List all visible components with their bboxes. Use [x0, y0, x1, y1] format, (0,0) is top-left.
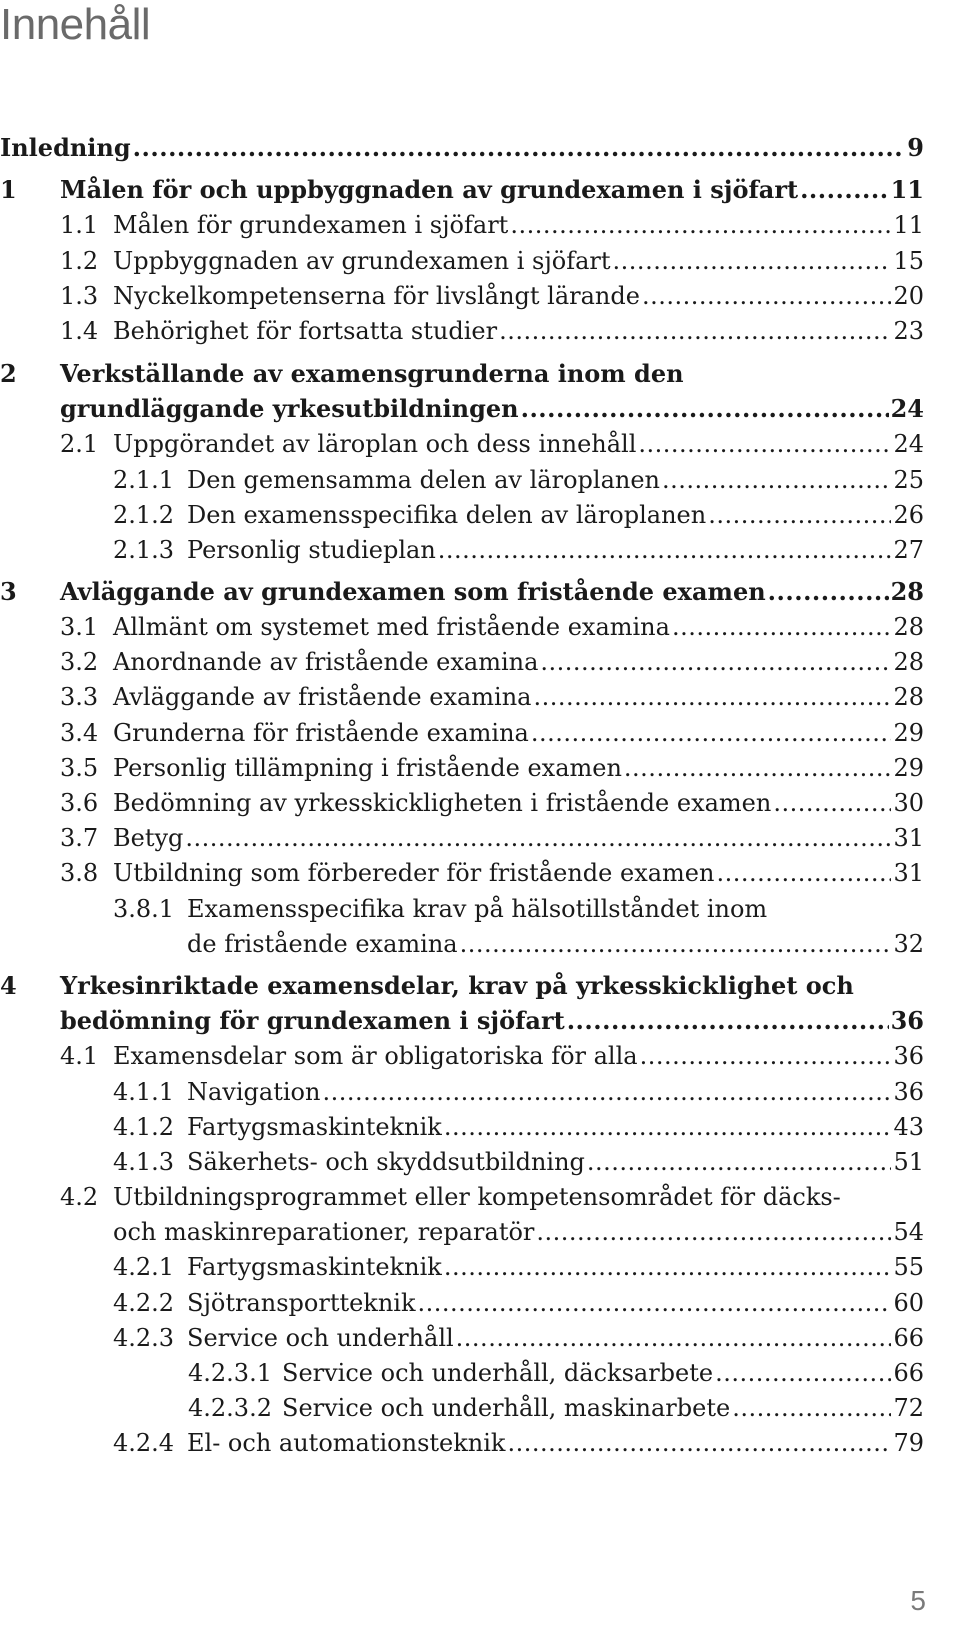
toc-entry-title: Fartygsmaskinteknik	[187, 1113, 442, 1141]
toc-entry-number: 4.2.4	[113, 1429, 175, 1457]
toc-entry-title: grundläggande yrkesutbildningen	[60, 394, 519, 423]
toc-entry-page: 25	[893, 466, 924, 494]
toc-entry-number: 2.1.1	[113, 466, 175, 494]
dot-leader	[613, 244, 892, 278]
toc-entry-page: 9	[907, 133, 924, 162]
toc-entry-title: Sjötransportteknik	[187, 1289, 416, 1317]
dot-leader	[322, 1075, 891, 1109]
toc-entry-title: Säkerhets- och skyddsutbildning	[187, 1148, 585, 1176]
toc-entry	[0, 498, 924, 532]
dot-leader	[499, 314, 891, 348]
toc-entry-number: 4.1.1	[113, 1078, 175, 1106]
toc-entry	[0, 680, 924, 714]
dot-leader	[185, 821, 891, 855]
toc-entry-page: 36	[893, 1078, 924, 1106]
toc-entry-page: 28	[893, 613, 924, 641]
toc-entry-title: Utbildning som förbereder för fristående examen	[113, 859, 715, 887]
dot-leader	[507, 1426, 891, 1460]
toc-entry-page: 28	[893, 683, 924, 711]
dot-leader	[444, 1250, 892, 1284]
toc-entry-number: 3	[0, 577, 17, 606]
toc-entry-title: Service och underhåll, däcksarbete	[282, 1359, 714, 1387]
toc-entry-number: 1.1	[60, 211, 99, 239]
toc-entry-title: och maskinreparationer, reparatör	[113, 1218, 535, 1246]
toc-entry	[0, 1215, 924, 1249]
toc-entry-number: 2.1.2	[113, 501, 175, 529]
dot-leader	[567, 1004, 889, 1038]
toc-entry	[0, 314, 924, 348]
dot-leader	[534, 680, 892, 714]
toc-entry	[0, 1286, 924, 1320]
toc-entry-title: Uppbyggnaden av grundexamen i sjöfart	[113, 247, 611, 275]
toc-entry-title: Personlig studieplan	[187, 536, 436, 564]
toc-entry-title: Service och underhåll, maskinarbete	[282, 1394, 731, 1422]
toc-entry-number: 3.4	[60, 719, 99, 747]
toc-entry	[0, 427, 924, 461]
toc-entry-title: Den gemensamma delen av läroplanen	[187, 466, 660, 494]
toc-entry-title: Uppgörandet av läroplan och dess innehåll	[113, 430, 637, 458]
toc-entry	[0, 357, 924, 391]
toc-entry-page: 55	[893, 1253, 924, 1281]
toc-entry-page: 11	[890, 175, 924, 204]
toc-entry-page: 28	[890, 577, 924, 606]
toc-entry-number: 2.1.3	[113, 536, 175, 564]
toc-entry-title: Avläggande av fristående examina	[113, 683, 532, 711]
toc-entry-number: 1	[0, 175, 17, 204]
page-number: 5	[910, 1585, 926, 1616]
toc-entry	[0, 751, 924, 785]
toc-entry-number: 3.8	[60, 859, 99, 887]
dot-leader	[800, 173, 889, 207]
toc-entry	[0, 1110, 924, 1144]
toc-entry-title: Behörighet för fortsatta studier	[113, 317, 498, 345]
toc-entry-number: 3.3	[60, 683, 99, 711]
toc-entry-number: 3.8.1	[113, 895, 175, 923]
dot-leader	[438, 533, 892, 567]
toc-entry-page: 24	[893, 430, 924, 458]
toc-entry	[0, 856, 924, 890]
toc-entry-title: bedömning för grundexamen i sjöfart	[60, 1006, 565, 1035]
toc-entry-number: 4.2.2	[113, 1289, 175, 1317]
toc-entry-page: 31	[893, 859, 924, 887]
toc-entry	[0, 1145, 924, 1179]
toc-entry	[0, 208, 924, 242]
dot-leader	[708, 498, 891, 532]
toc-entry-page: 30	[893, 789, 924, 817]
toc-entry-number: 4.1.3	[113, 1148, 175, 1176]
toc-entry-page: 27	[893, 536, 924, 564]
toc-entry	[0, 244, 924, 278]
toc-entry-number: 2.1	[60, 430, 99, 458]
toc-entry-page: 23	[893, 317, 924, 345]
toc-entry-number: 4	[0, 971, 17, 1000]
dot-leader	[768, 575, 889, 609]
toc-entry	[0, 1180, 924, 1214]
dot-leader	[640, 1039, 892, 1073]
toc-entry-number: 3.7	[60, 824, 99, 852]
toc-entry-number: 3.2	[60, 648, 99, 676]
toc-entry-page: 79	[893, 1429, 924, 1457]
toc-entry-number: 4.2	[60, 1183, 99, 1211]
toc-entry-title: Målen för grundexamen i sjöfart	[113, 211, 509, 239]
toc-entry-page: 72	[893, 1394, 924, 1422]
toc-entry-number: 1.3	[60, 282, 99, 310]
toc-entry-page: 32	[893, 930, 924, 958]
toc-entry-number: 4.1.2	[113, 1113, 175, 1141]
toc-entry-title: Avläggande av grundexamen som fristående examen	[60, 577, 766, 606]
toc-entry-title: Betyg	[113, 824, 184, 852]
toc-entry	[0, 927, 924, 961]
toc-entry	[0, 645, 924, 679]
dot-leader	[642, 279, 891, 313]
dot-leader	[510, 208, 891, 242]
toc-entry-page: 15	[893, 247, 924, 275]
toc-entry	[0, 1426, 924, 1460]
dot-leader	[716, 856, 891, 890]
dot-leader	[444, 1110, 892, 1144]
toc-entry	[0, 1321, 924, 1355]
toc-entry-number: 1.2	[60, 247, 99, 275]
toc-entry-page: 66	[893, 1324, 924, 1352]
dot-leader	[773, 786, 891, 820]
toc-entry-number: 2	[0, 359, 17, 388]
toc-entry-page: 43	[893, 1113, 924, 1141]
toc-entry	[0, 392, 924, 426]
toc-entry-page: 66	[893, 1359, 924, 1387]
toc-entry-page: 29	[893, 754, 924, 782]
toc-entry	[0, 1356, 924, 1390]
toc-entry-title: Navigation	[187, 1078, 321, 1106]
toc-entry-page: 28	[893, 648, 924, 676]
toc-entry-title: Nyckelkompetenserna för livslångt lärande	[113, 282, 640, 310]
dot-leader	[587, 1145, 892, 1179]
toc-entry-number: 4.1	[60, 1042, 99, 1070]
toc-entry	[0, 1250, 924, 1284]
dot-leader	[456, 1321, 892, 1355]
toc-entry	[0, 1004, 924, 1038]
toc-entry-title: Den examensspecifika delen av läroplanen	[187, 501, 707, 529]
toc-entry-title: Utbildningsprogrammet eller kompetensområdet för däcks-	[113, 1183, 841, 1211]
toc-entry	[0, 1075, 924, 1109]
toc-entry	[0, 821, 924, 855]
toc-entry-page: 60	[893, 1289, 924, 1317]
toc-entry	[0, 892, 924, 926]
toc-entry	[0, 279, 924, 313]
toc-entry-page: 51	[893, 1148, 924, 1176]
toc-entry-number: 3.1	[60, 613, 99, 641]
toc-entry-number: 4.2.3	[113, 1324, 175, 1352]
toc-entry-page: 29	[893, 719, 924, 747]
toc-entry-title: Service och underhåll	[187, 1324, 454, 1352]
toc-entry	[0, 969, 924, 1003]
toc-entry-page: 54	[893, 1218, 924, 1246]
toc-entry-number: 3.6	[60, 789, 99, 817]
toc-entry-title: Målen för och uppbyggnaden av grundexamen i sjöfart	[60, 175, 799, 204]
toc-entry-title: Examensdelar som är obligatoriska för alla	[113, 1042, 638, 1070]
toc-entry	[0, 1039, 924, 1073]
toc-entry	[0, 533, 924, 567]
dot-leader	[133, 131, 906, 165]
toc-entry-title: Bedömning av yrkesskickligheten i fristående examen	[113, 789, 772, 817]
toc-entry-number: 1.4	[60, 317, 99, 345]
toc-entry-number: 4.2.3.2	[188, 1394, 272, 1422]
toc-entry-title: Fartygsmaskinteknik	[187, 1253, 442, 1281]
toc-entry-number: 4.2.3.1	[188, 1359, 272, 1387]
toc-entry-page: 26	[893, 501, 924, 529]
toc-entry-title: Anordnande av fristående examina	[113, 648, 539, 676]
toc-entry-title: Yrkesinriktade examensdelar, krav på yrkesskicklighet och	[60, 971, 854, 1000]
toc-entry-number: 3.5	[60, 754, 99, 782]
toc-entry-title: Verkställande av examensgrunderna inom den	[60, 359, 684, 388]
toc-entry	[0, 575, 924, 609]
dot-leader	[531, 716, 892, 750]
dot-leader	[536, 1215, 891, 1249]
dot-leader	[540, 645, 891, 679]
toc-entry-title: Examensspecifika krav på hälsotillståndet inom	[187, 895, 768, 923]
toc-entry-number: 4.2.1	[113, 1253, 175, 1281]
toc-entry	[0, 716, 924, 750]
dot-leader	[418, 1286, 892, 1320]
toc-entry-page: 31	[893, 824, 924, 852]
toc-entry	[0, 131, 924, 165]
toc-entry-page: 36	[893, 1042, 924, 1070]
toc-entry	[0, 173, 924, 207]
toc-entry-page: 24	[890, 394, 924, 423]
toc-entry-title: Personlig tillämpning i fristående examen	[113, 754, 622, 782]
toc-entry-title: Grunderna för fristående examina	[113, 719, 529, 747]
toc-entry-page: 20	[893, 282, 924, 310]
dot-leader	[672, 610, 892, 644]
toc-entry-title: de fristående examina	[187, 930, 458, 958]
toc-entry	[0, 1391, 924, 1425]
dot-leader	[624, 751, 892, 785]
dot-leader	[662, 463, 891, 497]
dot-leader	[715, 1356, 891, 1390]
page-title: Innehåll	[0, 0, 151, 49]
toc-entry	[0, 463, 924, 497]
dot-leader	[732, 1391, 891, 1425]
dot-leader	[638, 427, 891, 461]
toc-entry-title: Allmänt om systemet med fristående examina	[113, 613, 670, 641]
toc-entry-page: 11	[893, 211, 924, 239]
toc-entry-page: 36	[890, 1006, 924, 1035]
toc-entry-title: El- och automationsteknik	[187, 1429, 506, 1457]
dot-leader	[460, 927, 892, 961]
toc-entry	[0, 610, 924, 644]
toc-entry	[0, 786, 924, 820]
dot-leader	[521, 392, 889, 426]
toc-entry-title: Inledning	[0, 133, 131, 162]
